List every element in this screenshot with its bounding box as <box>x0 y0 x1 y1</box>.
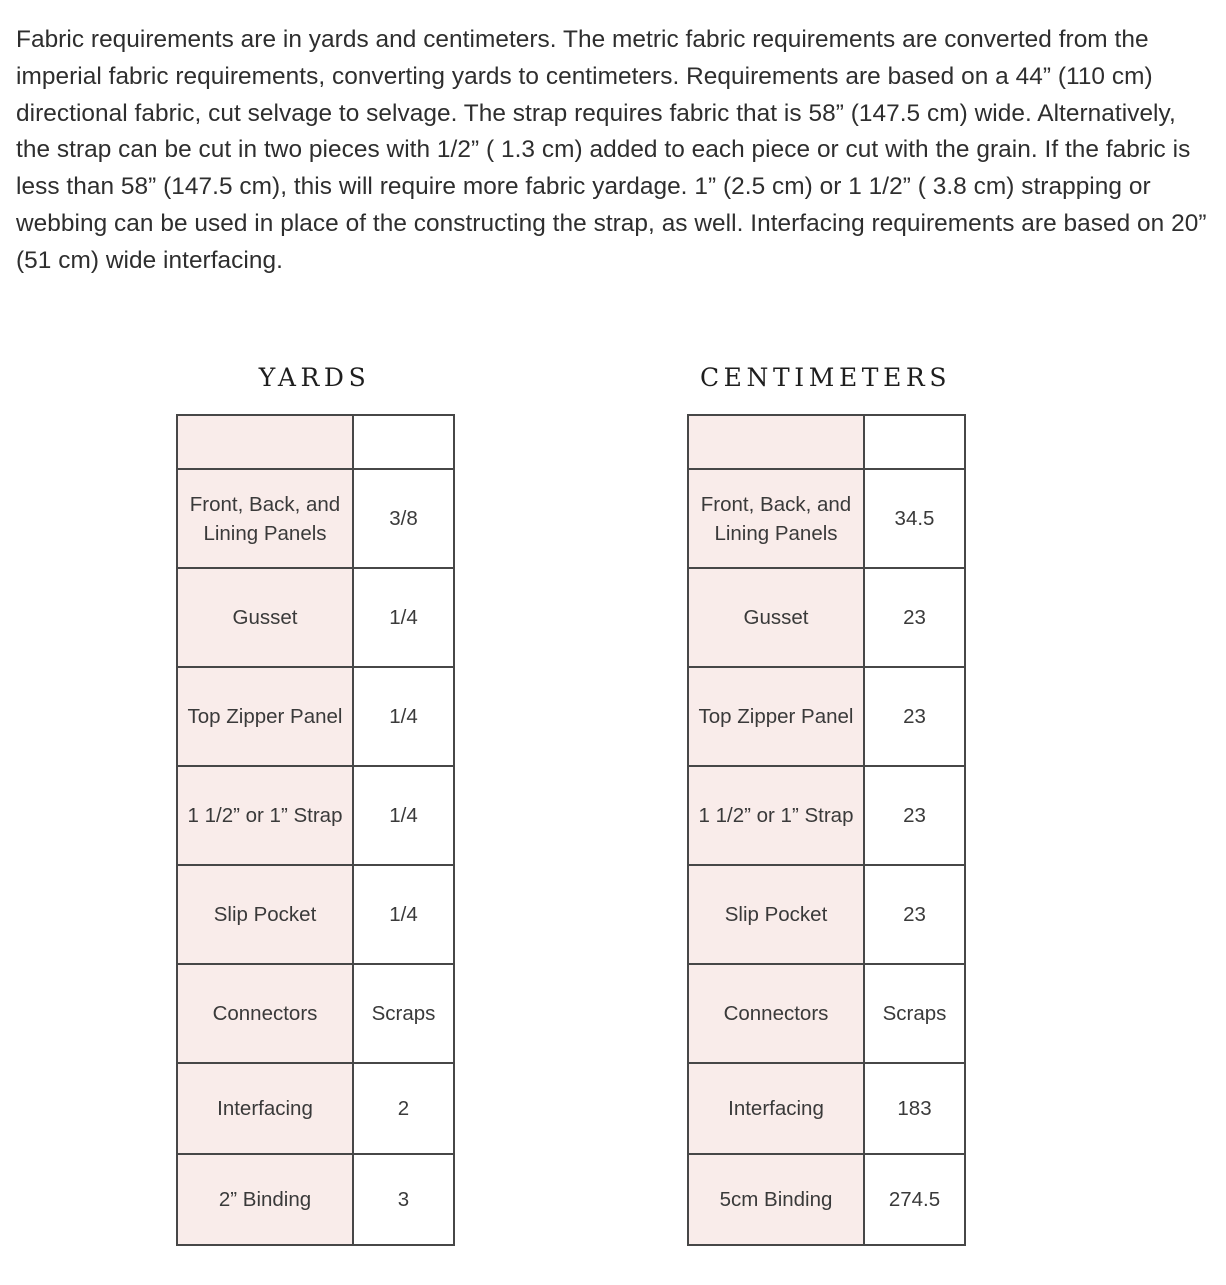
table-row <box>688 667 965 766</box>
header-cell-label <box>688 415 864 469</box>
row-label: Gusset <box>688 568 864 667</box>
table-row <box>177 1154 454 1245</box>
table-row <box>688 766 965 865</box>
table-row <box>177 964 454 1063</box>
row-value: 23 <box>864 766 965 865</box>
table-row <box>688 865 965 964</box>
table-row <box>177 865 454 964</box>
row-value: 183 <box>864 1063 965 1154</box>
row-label: 5cm Binding <box>688 1154 864 1245</box>
row-value: 1/4 <box>353 865 454 964</box>
row-label: 1 1/2” or 1” Strap <box>177 766 353 865</box>
row-label: Interfacing <box>688 1063 864 1154</box>
table-row <box>688 469 965 568</box>
row-label: Gusset <box>177 568 353 667</box>
table-row <box>177 568 454 667</box>
table-row <box>688 568 965 667</box>
row-label: Top Zipper Panel <box>177 667 353 766</box>
row-label: Connectors <box>177 964 353 1063</box>
row-value: 34.5 <box>864 469 965 568</box>
table-row <box>177 766 454 865</box>
row-value: 23 <box>864 568 965 667</box>
row-label: Top Zipper Panel <box>688 667 864 766</box>
row-value: Scraps <box>864 964 965 1063</box>
row-value: 2 <box>353 1063 454 1154</box>
row-value: 1/4 <box>353 568 454 667</box>
row-value: 1/4 <box>353 766 454 865</box>
table-row <box>688 1154 965 1245</box>
row-label: Slip Pocket <box>177 865 353 964</box>
row-label: Front, Back, and Lining Panels <box>177 469 353 568</box>
row-value: 3 <box>353 1154 454 1245</box>
table-row <box>688 964 965 1063</box>
row-label: Interfacing <box>177 1063 353 1154</box>
table-row <box>177 1063 454 1154</box>
table-row <box>177 469 454 568</box>
row-value: 23 <box>864 865 965 964</box>
row-label: Slip Pocket <box>688 865 864 964</box>
table-row <box>177 667 454 766</box>
yards-table-title: YARDS <box>258 363 371 392</box>
yards-table <box>176 414 455 1246</box>
table-header-row <box>688 415 965 469</box>
row-label: Front, Back, and Lining Panels <box>688 469 864 568</box>
table-header-row <box>177 415 454 469</box>
row-label: Connectors <box>688 964 864 1063</box>
header-cell-label <box>177 415 353 469</box>
row-value: 1/4 <box>353 667 454 766</box>
yards-table-block <box>176 360 453 1211</box>
row-value: 23 <box>864 667 965 766</box>
centimeters-table-block <box>687 360 964 1211</box>
row-value: 3/8 <box>353 469 454 568</box>
intro-paragraph: Fabric requirements are in yards and centimeters. The metric fabric requirements are converted from the imperial fabric requirements, converting yards to centimeters. Requirements are based on a 44” (110 cm) directional fabric, cut selvage to selvage. The strap requires fabric that is 58” (147.5 cm) wide. Alternatively, the strap can be cut in two pieces with 1/2” ( 1.3 cm) added to each piece or cut with the grain. If the fabric is less than 58” (147.5 cm), this will require more fabric yardage. 1” (2.5 cm) or 1 1/2” ( 3.8 cm) strapping or webbing can be used in place of the constructing the strap, as well. Interfacing requirements are based on 20” (51 cm) wide interfacing. <box>16 26 1207 274</box>
header-cell-value <box>353 415 454 469</box>
row-label: 2” Binding <box>177 1154 353 1245</box>
centimeters-table-title: CENTIMETERS <box>699 363 952 392</box>
header-cell-value <box>864 415 965 469</box>
table-row <box>688 1063 965 1154</box>
centimeters-table <box>687 414 966 1246</box>
row-label: 1 1/2” or 1” Strap <box>688 766 864 865</box>
row-value: 274.5 <box>864 1154 965 1245</box>
row-value: Scraps <box>353 964 454 1063</box>
